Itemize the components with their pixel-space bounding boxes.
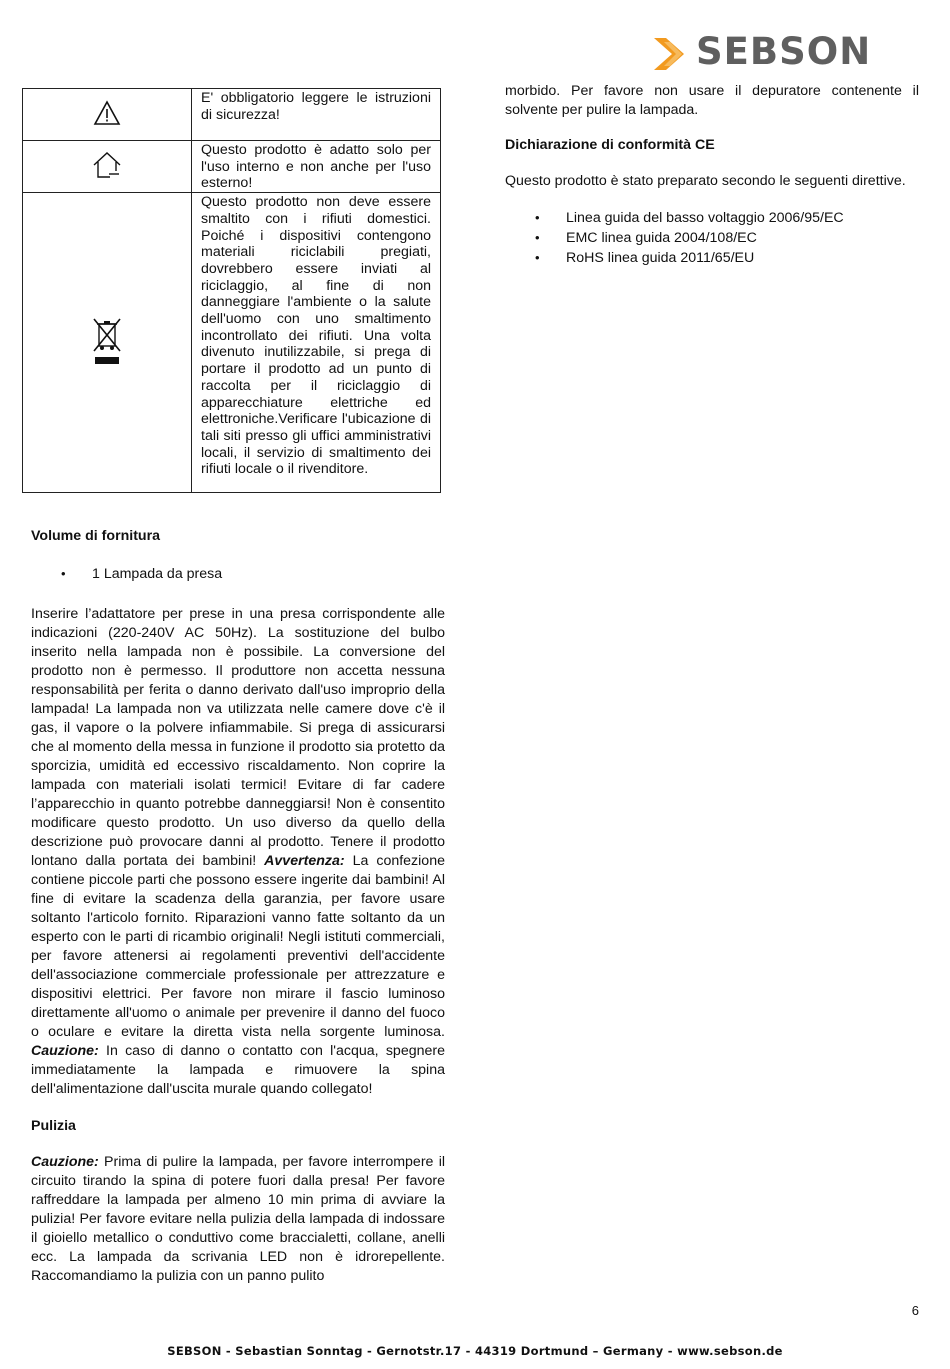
brand-name: SEBSON <box>696 30 872 73</box>
cleaning-heading: Pulizia <box>31 1118 76 1134</box>
conformity-intro: Questo prodotto è stato preparato secondo le seguenti direttive. <box>505 173 906 189</box>
icon-cell <box>23 193 192 493</box>
cleaning-text: Prima di pulire la lampada, per favore interrompere il circuito tirando la spina di potere fuori dalla presa! Per favore raffreddare la lampada per almeno 10 min prima di avviare la pulizia! Per favore evitare nella pulizia della lampada di indossare il gioiello metallico o conduttivo come braccialetti, collane, anelli ecc. La lampada da scrivania LED non è idrorepellente. Raccomandiamo la pulizia con un panno pulito <box>31 1154 445 1284</box>
sebson-logo <box>652 30 872 74</box>
safety-text-2: La confezione contiene piccole parti che possono essere ingerite dai bambini! Al fine di evitare la scadenza della garanzia, per favore usare soltanto l'articolo fornito. Riparazioni vanno fatte soltanto da un esperto con le parti di ricambio originali! Negli istituti commerciali, per favore attenersi ai regolamenti preventivi dell'accidente dell'associazione commerciale professionale per attrezzature e dispositivi elettrici. Per favore non mirare il fascio luminoso direttamente all'uomo o animale per prevenire il danno del fuoco o oculare e evitare la diretta vista nella sorgente luminosa. <box>31 853 445 1040</box>
table-row <box>23 193 441 493</box>
safety-text-1: Inserire l’adattatore per prese in una presa corrispondente alle indicazioni (220-240V AC 50Hz). La sostituzione del bulbo inserito nella lampada non è possibile. La conversione del prodotto non è permesso. Il produttore non accetta nessuna responsabilità per ferita o danno derivato dall'uso improprio della lampada! La lampada non va utilizzata nelle camere dove c'è il gas, il vapore o la polvere infiammabile. Si prega di assicurarsi che al momento della messa in funzione il prodotto sia protetto da sporcizia, umidità ed eccessivo riscaldamento. Non coprire la lampada con materiali isolati termici! Evitare di far cadere l’apparecchio in quanto potrebbe danneggiarsi! Non è consentito modificare questo prodotto. Un uso diverso da quello della descrizione può provocare danni al prodotto. Tenere il prodotto lontano dalla portata dei bambini! <box>31 606 445 869</box>
cleaning-caution-label: Cauzione: <box>31 1154 99 1170</box>
right-column <box>505 82 919 268</box>
cleaning-paragraph <box>31 1153 445 1286</box>
warning-label: Avvertenza: <box>264 853 345 869</box>
table-row <box>23 141 441 193</box>
list-item: • RoHS linea guida 2011/65/EU <box>505 248 919 268</box>
symbol-text: Questo prodotto è adatto solo per l'uso interno e non anche per l'uso esterno! <box>192 141 441 193</box>
chevron-logo-icon <box>652 34 692 74</box>
cleaning-continued: morbido. Per favore non usare il depuratore contenente il solvente per pulire la lampada. <box>505 83 919 118</box>
list-item: • Linea guida del basso voltaggio 2006/95/EC <box>505 208 919 228</box>
symbols-table <box>22 88 441 493</box>
indoor-house-icon <box>92 151 122 179</box>
table-row <box>23 89 441 141</box>
page-footer: SEBSON - Sebastian Sonntag - Gernotstr.17 - 44319 Dortmund – Germany - www.sebson.de <box>167 1344 783 1358</box>
icon-cell <box>23 141 192 193</box>
list-item: • 1 Lampada da presa <box>31 564 445 584</box>
symbol-text: Questo prodotto non deve essere smaltito con i rifiuti domestici. Poiché i dispositivi contengono materiali riciclabili pregiati, dovrebbero essere inviati al riciclaggio, al fine di non danneggiare l'ambiente o la salute dell'uomo con uno smaltimento incontrollato dei rifiuti. Una volta divenuto inutilizzabile, si prega di portare il prodotto ad un punto di raccolta per il riciclaggio di apparecchiature elettriche ed elettroniche.Verificare l'ubicazione di tali siti presso gli uffici amministrativi locali, il servizio di smaltimento dei rifiuti locale o il rivenditore. <box>192 193 441 493</box>
conformity-list <box>505 208 919 268</box>
supply-heading: Volume di fornitura <box>31 528 161 544</box>
weee-crossed-bin-icon <box>92 317 122 365</box>
safety-text-3: In caso di danno o contatto con l'acqua, spegnere immediatamente la lampada e rimuovere la spina dell'alimentazione dall'uscita murale quando collegato! <box>31 1043 445 1097</box>
conformity-heading: Dichiarazione di conformità CE <box>505 137 715 153</box>
icon-cell <box>23 89 192 141</box>
safety-paragraph <box>31 605 445 1099</box>
list-item: • EMC linea guida 2004/108/EC <box>505 228 919 248</box>
warning-triangle-icon <box>93 100 121 126</box>
caution-label: Cauzione: <box>31 1043 99 1059</box>
symbol-text: E' obbligatorio leggere le istruzioni di sicurezza! <box>192 89 441 141</box>
page-number: 6 <box>911 1303 919 1318</box>
left-column <box>31 527 445 1286</box>
supply-list <box>31 564 445 584</box>
